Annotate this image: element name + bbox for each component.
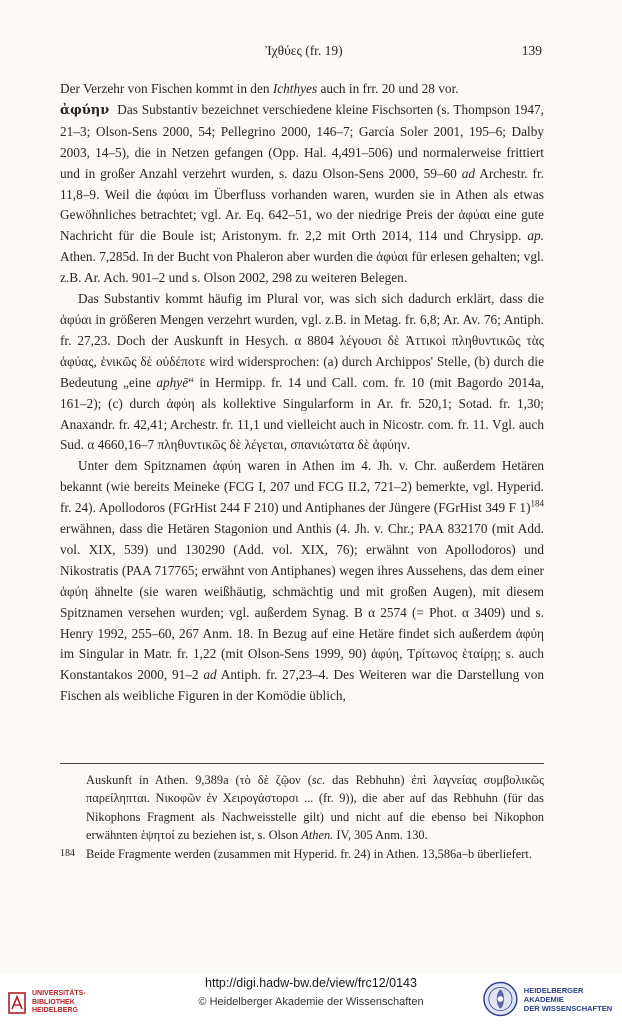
copyright-notice: © Heidelberger Akademie der Wissenschaften [198,996,424,1008]
paragraph-plural: Das Substantiv kommt häufig im Plural vor, was sich sich dadurch erklärt, dass die ἀφύαι in größeren Mengen verzehrt wurden, vgl. z.B. in Metag. fr. 6,8; Ar. Av. 76; Antiph. fr. 27,23. Doch der Auskunft in Hesych. α 8804 λέγουσι δὲ Ἀττικοὶ πληθυντικῶς τὰς ἀφύας, ἑνικῶς δὲ οὐδέποτε wird widersprochen: (a) durch Archippos' Stelle, (b) durch die Bedeutung „eine aphyē“ in Hermipp. fr. 14 und Call. com. fr. 10 (mit Bagordo 2014a, 161–2); (c) durch ἀφύη als kollektive Singularform in Ar. fr. 520,1; Sotad. fr. 1,30; Anaxandr. fr. 42,41; Archestr. fr. 11,1 und vielleicht auch in Nicostr. com. fr. 11. Vgl. auch Sud. α 4660,16–7 πληθυντικῶς δὲ λέγεται, σπανιώτατα δὲ ἀφύην. [60,291,544,453]
footnotes [60,771,544,863]
ub-heidelberg-logo[interactable]: UNIVERSITÄTS- BIBLIOTHEK HEIDELBERG [8,990,86,1016]
paragraph-intro: Der Verzehr von Fischen kommt in den Ichthyes auch in frr. 20 und 28 vor. [60,81,459,96]
paragraph-nickname: Unter dem Spitznamen ἀφύη waren in Athen im 4. Jh. v. Chr. außerdem Hetären bekannt (wie bereits Meineke (FCG I, 207 und FCG II.2, 721–2) bemerkte, vgl. Hyperid. fr. 24). Apollodoros (FGrHist 244 F 210) und Antiphanes der Jüngere (FGrHist 349 F 1)$^{184}$ erwähnen, dass die Hetären Stagonion und Anthis (4. Jh. v. Chr.; PAA 832170 (mit Add. vol. XIX, 539) und 130290 (Add. vol. XIX, 76); erwähnt von Apollodoros) und Nikostratis (PAA 717765; erwähnt von Antiphanes) wegen ihres Aussehens, das dem einer ἀφύη ähnelte (sie waren weißhäutig, schmächtig und mit großen Augen), mit diesem Spitznamen versehen wurden; vgl. außerdem Synag. B α 2574 (= Phot. α 3409) und s. Henry 1992, 255–60, 267 Anm. 18. In Bezug auf eine Hetäre findet sich außerdem ἀφύη im Singular in Matr. fr. 1,22 (mit Olson-Sens 1999, 90) ἀφύη, Τρίτωνος ἑταίρῃ; s. auch Konstantakos 2000, 91–2 ad Antiph. fr. 27,23–4. Des Weiteren war die Darstellung von Fischen als weibliche Figuren in der Komödie üblich, [60,458,544,704]
footnote-separator [60,763,544,764]
page-number: 139 [521,43,542,58]
paragraph-lemma: ἀφύην Das Substantiv bezeichnet verschiedene kleine Fischsorten (s. Thompson 1947, 21–3; Olson-Sens 2000, 54; Pellegrino 2000, 146–7; García Soler 2001, 195–6; Dalby 2003, 14–5), die in Netzen gefangen (Opp. Hal. 4,491–506) und normalerweise frittiert und in großer Anzahl verzehrt wurden, s. dazu Olson-Sens 2000, 59–60 ad Archestr. fr. 11,8–9. Weil die ἀφύαι im Überfluss vorhanden waren, wurden sie in Athen als etwas Gewöhnliches betrachtet; vgl. Ar. Eq. 642–51, wo der niedrige Preis der ἀφύαι eine gute Nachricht für die Boule ist; Aristonym. fr. 2,2 mit Orth 2014, 114 und Chrysipp. ap. Athen. 7,285d. In der Bucht von Phaleron aber wurden die ἀφύαι für erlesen gehalten; vgl. z.B. Ar. Ach. 901–2 und s. Olson 2002, 298 zu weiteren Belegen. [60,101,544,286]
running-head: Ἰχθύες (fr. 19) [265,43,343,58]
hadw-seal-icon [482,980,519,1018]
lemma-heading: ἀφύην [60,102,110,118]
footnote-continuation: Auskunft in Athen. 9,389a (τὸ δὲ ζῷον (sc. das Rebhuhn) ἐπὶ λαγνείας συμβολικῶς παρείληπται. Νικοφῶν ἐν Χειρογάστορσι ... (fr. 9)), die aber auf das Rebhuhn (für das Nikophons Fragment als Nachweisstelle gilt) und nicht auf die ebenso bei Nikophon erwähnten ἑψητοί zu beziehen ist, s. Olson Athen. IV, 305 Anm. 130. [86,773,544,843]
footnote-number: 184 [60,847,75,859]
title-italic: Ichthyes [272,81,318,96]
main-text [60,79,544,707]
viewer-footer [0,974,622,1025]
hadw-logo[interactable]: HEIDELBERGER AKADEMIE DER WISSENSCHAFTEN [482,980,622,1018]
footnote-184: 184 Beide Fragmente werden (zusammen mit Hyperid. fr. 24) in Athen. 13,586a–b überliefert. [60,845,544,863]
permalink-url[interactable]: http://digi.hadw-bw.de/view/frc12/0143 [205,976,417,990]
footnote-ref-184[interactable]: 184 [530,498,544,509]
